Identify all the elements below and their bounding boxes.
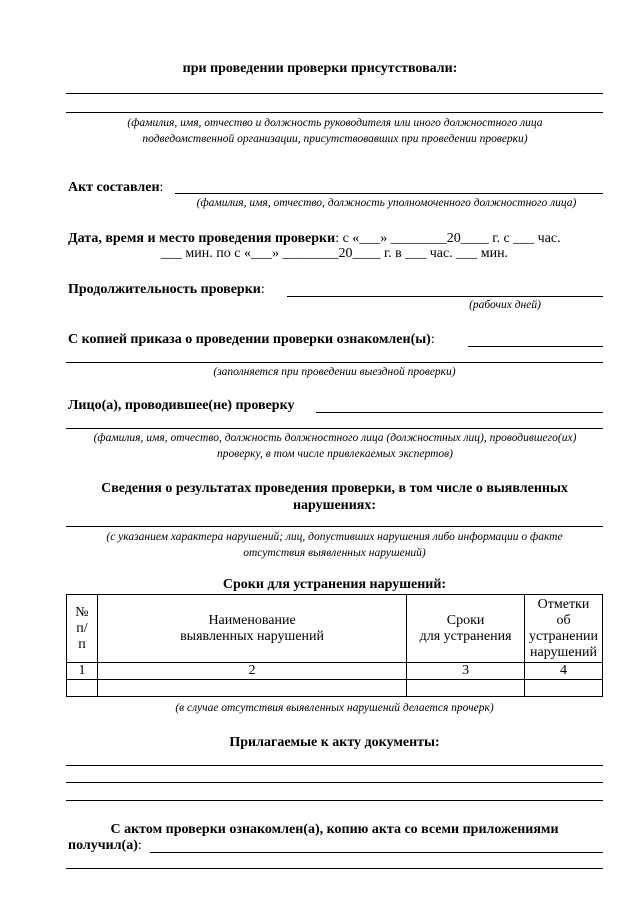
empty-cell	[525, 680, 603, 697]
present-note	[40, 115, 630, 147]
violations-table	[66, 594, 603, 697]
acquainted-label: получил(а):	[68, 838, 142, 853]
acquainted-line-1: С актом проверки ознакомлен(а), копию акта со всеми приложениями	[110, 822, 559, 837]
present-line-1	[66, 93, 603, 94]
empty-cell	[97, 680, 406, 697]
duration-label: Продолжительность проверки:	[68, 282, 265, 297]
order-copy-label: С копией приказа о проведении проверки ознакомлен(ы):	[68, 332, 435, 347]
attached-line-1	[66, 765, 603, 766]
header-term: Сроки для устранения	[407, 595, 525, 663]
present-note-line-2: подведомственной организации, присутствовавших при проведении проверки)	[142, 133, 528, 145]
results-title	[66, 480, 603, 514]
results-title-line-1: Сведения о результатах проведения проверки, в том числе о выявленных	[101, 481, 568, 496]
table-number-row	[67, 663, 603, 680]
order-copy-fill-line	[468, 346, 603, 347]
present-line-2	[66, 112, 603, 113]
persons-label: Лицо(а), проводившее(не) проверку	[68, 398, 295, 413]
datetime-line-2: ___ мин. по с «___» ________20____ г. в ___ час. ___ мин.	[160, 246, 509, 261]
deadlines-title: Сроки для устранения нарушений:	[222, 577, 447, 592]
results-note-line-2: отсутствия выявленных нарушений)	[243, 547, 426, 559]
column-number-1: 1	[67, 663, 98, 680]
table-row	[67, 680, 603, 697]
present-note-line-1: (фамилия, имя, отчество и должность руководителя или иного должностного лица	[127, 117, 543, 129]
results-note-line-1: (с указанием характера нарушений; лиц, допустивших нарушения либо информации о факте	[106, 531, 563, 543]
act-label: Акт составлен:	[68, 180, 164, 195]
header-name: Наименование выявленных нарушений	[97, 595, 406, 663]
empty-cell	[67, 680, 98, 697]
act-note: (фамилия, имя, отчество, должность уполномоченного должностного лица)	[196, 197, 577, 209]
header-num: № п/ п	[67, 595, 98, 663]
deadlines-note: (в случае отсутствия выявленных нарушений делается прочерк)	[175, 702, 494, 714]
results-title-line-2: нарушениях:	[292, 498, 377, 513]
persons-note-line-2: проверку, в том числе привлекаемых экспертов)	[217, 448, 453, 460]
column-number-2: 2	[97, 663, 406, 680]
persons-fill-line	[316, 412, 603, 413]
header-marks: Отметки об устранении нарушений	[525, 595, 603, 663]
order-copy-note: (заполняется при проведении выездной проверки)	[213, 366, 456, 378]
duration-note: (рабочих дней)	[469, 299, 541, 311]
attached-line-3	[66, 800, 603, 801]
persons-note-line-1: (фамилия, имя, отчество, должность должностного лица (должностных лиц), проводившего(их)	[93, 432, 577, 444]
act-fill-line	[175, 193, 603, 194]
datetime-line-1-rest: : с «___» ________20____ г. с ___ час.	[335, 231, 561, 246]
datetime-line-1	[68, 231, 561, 247]
results-note	[66, 529, 603, 561]
order-copy-line-2	[66, 362, 603, 363]
table-header-row	[67, 595, 603, 663]
datetime-label: Дата, время и место проведения проверки	[68, 231, 336, 246]
empty-cell	[407, 680, 525, 697]
persons-note	[50, 430, 620, 462]
acquainted-line-2	[66, 868, 603, 869]
attached-title: Прилагаемые к акту документы:	[229, 735, 440, 750]
persons-line-2	[66, 428, 603, 429]
results-line	[66, 526, 603, 527]
present-title: при проведении проверки присутствовали:	[182, 61, 458, 76]
attached-line-2	[66, 782, 603, 783]
acquainted-fill-line	[150, 852, 603, 853]
column-number-4: 4	[525, 663, 603, 680]
column-number-3: 3	[407, 663, 525, 680]
